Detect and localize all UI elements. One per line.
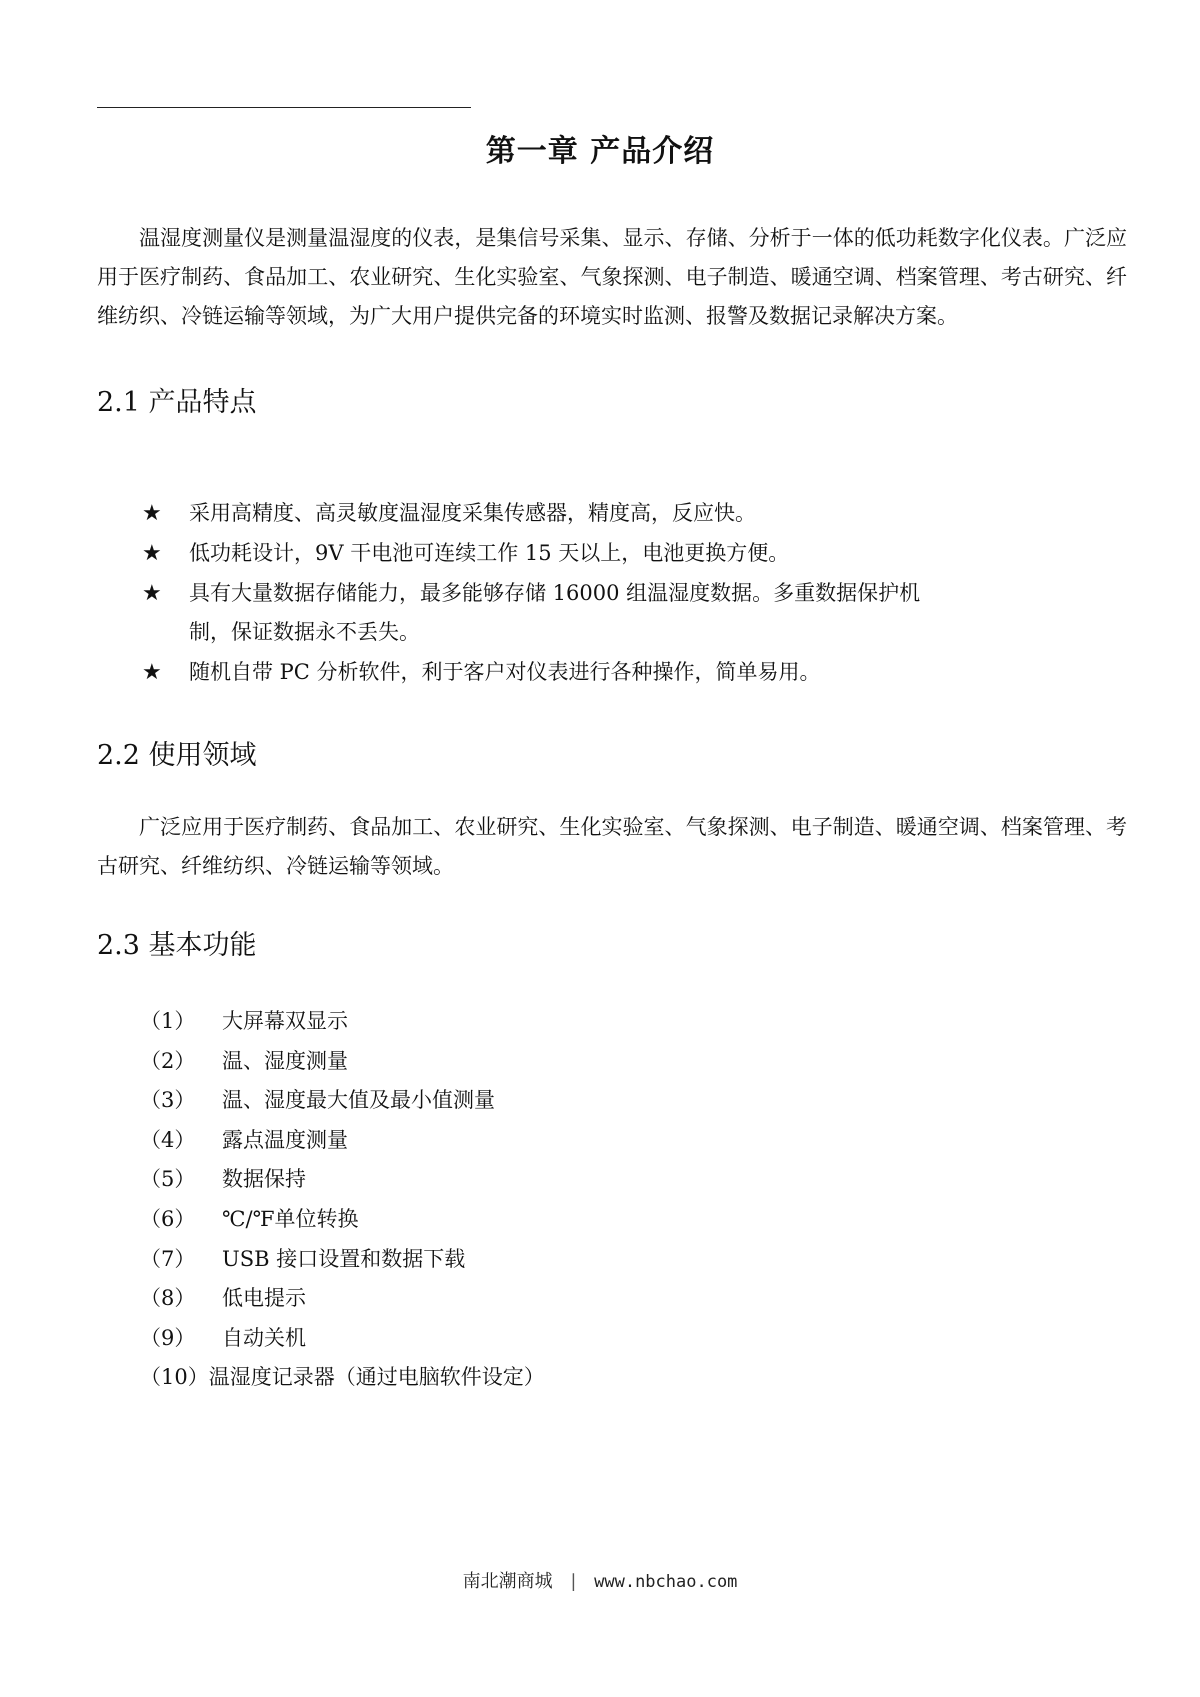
function-text: USB 接口设置和数据下载 (222, 1246, 466, 1271)
function-text: 自动关机 (222, 1325, 306, 1350)
function-text: 露点温度测量 (222, 1127, 348, 1152)
star-bullet-icon: ★ (142, 660, 162, 685)
section-heading-features: 2.1 产品特点 (97, 387, 257, 418)
feature-item (142, 494, 1142, 533)
function-number: （4） (140, 1127, 196, 1152)
feature-text: 随机自带 PC 分析软件，利于客户对仪表进行各种操作，简单易用。 (189, 660, 821, 684)
usage-paragraph: 广泛应用于医疗制药、食品加工、农业研究、生化实验室、气象探测、电子制造、暖通空调、档案管理、考古研究、纤维纺织、冷链运输等领域。 (97, 815, 1127, 878)
feature-item (142, 534, 1142, 573)
footer-site-name: 南北潮商城 (462, 1571, 553, 1592)
footer-url: www.nbchao.com (594, 1572, 738, 1592)
function-item (140, 1081, 545, 1121)
function-number: （5） (140, 1167, 196, 1192)
function-item (140, 1358, 545, 1398)
function-number: （10） (140, 1365, 209, 1390)
function-text: 温湿度记录器（通过电脑软件设定） (208, 1365, 545, 1390)
section-heading-usage: 2.2 使用领域 (97, 740, 257, 771)
intro-paragraph: 温湿度测量仪是测量温湿度的仪表，是集信号采集、显示、存储、分析于一体的低功耗数字化仪表。广泛应用于医疗制药、食品加工、农业研究、生化实验室、气象探测、电子制造、暖通空调、档案管理、考古研究、纤维纺织、冷链运输等领域，为广大用户提供完备的环境实时监测、报警及数据记录解决方案。 (97, 226, 1127, 328)
function-item (140, 1279, 545, 1319)
feature-text: 低功耗设计，9V 干电池可连续工作 15 天以上，电池更换方便。 (189, 541, 790, 565)
function-item (140, 1319, 545, 1359)
star-bullet-icon: ★ (142, 581, 162, 606)
function-number: （1） (140, 1009, 196, 1033)
functions-list (140, 1002, 545, 1398)
chapter-title: 第一章 产品介绍 (485, 134, 715, 169)
footer-separator: | (570, 1571, 577, 1592)
features-list (142, 494, 1142, 692)
header-rule (97, 107, 471, 108)
function-text: ℃/℉单位转换 (222, 1206, 359, 1231)
feature-item (142, 653, 1142, 692)
feature-text: 具有大量数据存储能力，最多能够存储 16000 组温湿度数据。多重数据保护机制，保证数据永不丢失。 (189, 581, 921, 644)
star-bullet-icon: ★ (142, 541, 162, 566)
feature-item (142, 574, 949, 652)
function-text: 低电提示 (222, 1286, 306, 1311)
function-text: 温、湿度测量 (222, 1048, 348, 1073)
function-text: 数据保持 (222, 1167, 306, 1192)
function-number: （3） (140, 1088, 196, 1113)
function-number: （9） (140, 1325, 196, 1350)
function-item (140, 1002, 545, 1042)
function-number: （7） (140, 1246, 196, 1271)
function-text: 大屏幕双显示 (222, 1009, 348, 1033)
function-item (140, 1121, 545, 1161)
function-item (140, 1240, 545, 1280)
page-footer (0, 1567, 1200, 1593)
section-heading-functions: 2.3 基本功能 (97, 930, 257, 961)
function-text: 温、湿度最大值及最小值测量 (222, 1088, 495, 1113)
star-bullet-icon: ★ (142, 501, 162, 526)
function-item (140, 1200, 545, 1240)
function-number: （8） (140, 1286, 196, 1311)
function-item (140, 1042, 545, 1082)
function-number: （6） (140, 1206, 196, 1231)
function-item (140, 1160, 545, 1200)
feature-text: 采用高精度、高灵敏度温湿度采集传感器，精度高，反应快。 (189, 501, 756, 525)
function-number: （2） (140, 1048, 196, 1073)
